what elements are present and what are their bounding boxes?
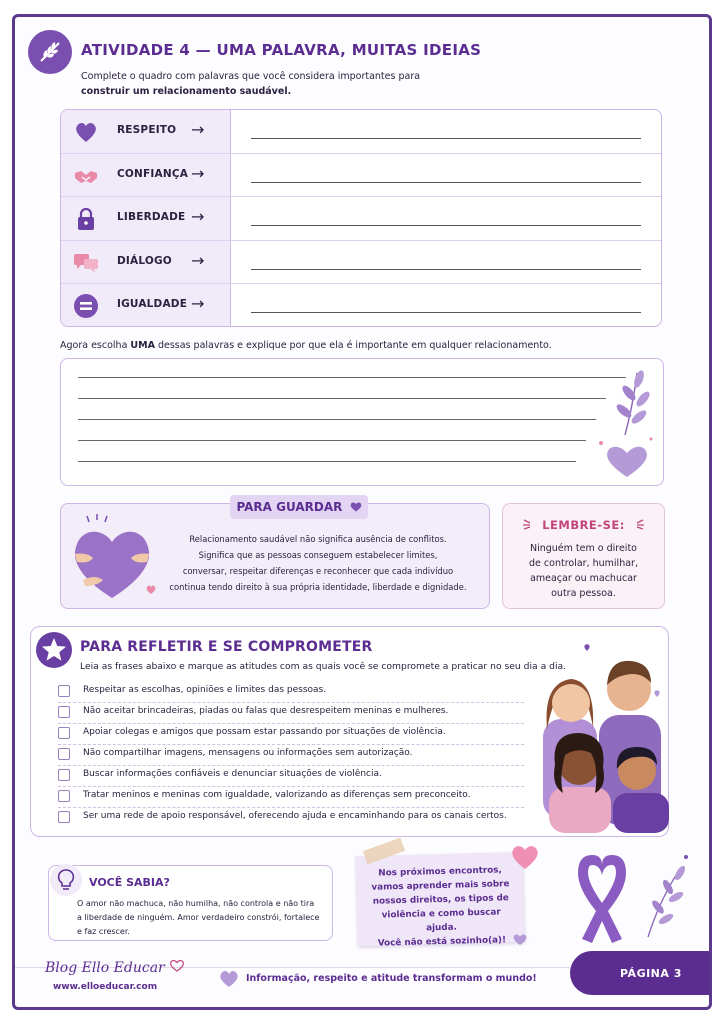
- word-label: IGUALDADE: [117, 298, 188, 311]
- pink-heart-icon: [509, 841, 541, 871]
- lembre-line4: outra pessoa.: [551, 588, 616, 599]
- commitment-label: Não aceitar brincadeiras, piadas ou falas que desrespeitem meninas e mulheres.: [83, 706, 449, 716]
- worksheet-page: [12, 14, 712, 1010]
- star-icon: [36, 632, 72, 668]
- note-line4: violência e como buscar ajuda.: [381, 907, 501, 934]
- commitment-label: Tratar meninos e meninas com igualdade, valorizando as diferenças sem preconceito.: [83, 790, 471, 800]
- page-number: PÁGINA 3: [620, 967, 682, 980]
- word-cell: [61, 154, 231, 197]
- footer-slogan: Informação, respeito e atitude transformam o mundo!: [246, 973, 537, 984]
- commitment-item[interactable]: [58, 682, 524, 703]
- note-line5: Você não está sozinho(a)!: [377, 935, 507, 949]
- brand-logo: [45, 959, 185, 976]
- note-line2: vamos aprender mais sobre: [371, 879, 510, 893]
- sparkle-icon: [522, 518, 538, 530]
- handshake-icon: [73, 163, 99, 189]
- choose-before: Agora escolha: [60, 340, 131, 351]
- instructions-line2: construir um relacionamento saudável.: [81, 86, 292, 97]
- word-cell: [61, 110, 231, 153]
- choose-after: dessas palavras e explique por que ela é importante em qualquer relacionamento.: [154, 340, 552, 351]
- commitment-label: Não compartilhar imagens, mensagens ou informações sem autorização.: [83, 748, 413, 758]
- answer-line[interactable]: [251, 182, 641, 183]
- checkbox[interactable]: [58, 769, 70, 781]
- guardar-line4: continua tendo direito à sua própria identidade, liberdade e dignidade.: [169, 582, 467, 592]
- word-row-respeito: [61, 110, 661, 154]
- checkbox[interactable]: [58, 790, 70, 802]
- commitment-item[interactable]: [58, 787, 524, 808]
- small-heart-icon: [512, 932, 528, 946]
- refletir-title: PARA REFLETIR E SE COMPROMETER: [80, 639, 373, 655]
- heart-icon: [73, 119, 99, 145]
- lembre-line3: ameaçar ou machucar: [530, 573, 637, 584]
- answer-line[interactable]: [251, 312, 641, 313]
- commitment-item[interactable]: [58, 808, 524, 829]
- arrow-right-icon: →: [191, 207, 205, 227]
- writing-line[interactable]: [78, 461, 576, 462]
- leaf-icon: [28, 30, 72, 74]
- para-guardar-text: [153, 531, 483, 595]
- guardar-line1: Relacionamento saudável não significa ausência de conflitos.: [189, 534, 447, 544]
- voce-sabia-text: [77, 897, 327, 939]
- refletir-instructions: Leia as frases abaixo e marque as atitudes com as quais você se compromete a praticar no seu dia a dia.: [80, 661, 567, 672]
- sabia-line1: O amor não machuca, não humilha, não controla e não tira: [77, 899, 315, 908]
- heart-outline-icon: [169, 959, 185, 972]
- sparkle-icon: [629, 518, 645, 530]
- arrow-right-icon: →: [191, 250, 205, 270]
- heart-icon: [218, 969, 240, 988]
- lembre-se-title: [502, 518, 665, 532]
- leaf-badge: [28, 30, 72, 74]
- commitment-item[interactable]: [58, 745, 524, 766]
- voce-sabia-title: VOCÊ SABIA?: [89, 876, 170, 889]
- guardar-line2: Significa que as pessoas conseguem estabelecer limites,: [198, 550, 438, 560]
- arrow-right-icon: →: [191, 163, 205, 183]
- lightbulb-icon: [49, 863, 83, 897]
- lembre-line2: de controlar, humilhar,: [529, 558, 638, 569]
- word-label: DIÁLOGO: [117, 254, 172, 267]
- arrow-right-icon: →: [191, 294, 205, 314]
- writing-line[interactable]: [78, 398, 606, 399]
- lembre-se-text: [512, 541, 655, 601]
- word-row-igualdade: [61, 284, 661, 327]
- checkbox[interactable]: [58, 727, 70, 739]
- commitment-label: Respeitar as escolhas, opiniões e limites das pessoas.: [83, 685, 327, 695]
- teenagers-illustration: [529, 637, 669, 833]
- page-instructions: [81, 69, 461, 99]
- commitment-label: Ser uma rede de apoio responsável, oferecendo ajuda e encaminhando para os canais certos.: [83, 811, 507, 821]
- hugging-heart-illustration: [67, 514, 157, 602]
- writing-line[interactable]: [78, 377, 626, 378]
- heart-icon: [350, 501, 362, 512]
- note-line3: nossos direitos, os tipos de: [372, 893, 509, 907]
- commitment-item[interactable]: [58, 766, 524, 787]
- lembre-line1: Ninguém tem o direito: [529, 543, 637, 554]
- lock-icon: [73, 206, 99, 232]
- words-table: [60, 109, 662, 327]
- sabia-line2: a liberdade de ninguém. Amor verdadeiro constrói, fortalece: [77, 913, 320, 922]
- commitment-item[interactable]: [58, 703, 524, 724]
- arrow-right-icon: →: [191, 120, 205, 139]
- explanation-box[interactable]: [60, 358, 664, 486]
- answer-line[interactable]: [251, 225, 641, 226]
- speech-bubbles-icon: [73, 250, 99, 276]
- brand-name: Blog Ello Educar: [45, 960, 165, 976]
- word-cell: [61, 241, 231, 284]
- leaves-heart-decoration: [589, 365, 659, 481]
- word-row-liberdade: [61, 197, 661, 241]
- guardar-line3: conversar, respeitar diferenças e reconhecer que cada indivíduo: [182, 566, 454, 576]
- commitment-label: Apoiar colegas e amigos que possam estar passando por situações de violência.: [83, 727, 446, 737]
- word-label: LIBERDADE: [117, 211, 186, 224]
- word-cell: [61, 284, 231, 327]
- para-guardar-title: [230, 495, 368, 519]
- word-row-confianca: [61, 154, 661, 198]
- sticky-note-text: [367, 863, 515, 951]
- brand-url[interactable]: www.elloeducar.com: [53, 982, 158, 992]
- instructions-line1: Complete o quadro com palavras que você considera importantes para: [81, 71, 421, 82]
- star-badge: [36, 632, 72, 668]
- checkbox[interactable]: [58, 706, 70, 718]
- answer-line[interactable]: [251, 269, 641, 270]
- commitment-item[interactable]: [58, 724, 524, 745]
- word-row-dialogo: [61, 241, 661, 285]
- sabia-line3: e faz crescer.: [77, 927, 130, 936]
- purple-ribbon-icon: [552, 849, 692, 949]
- checkbox[interactable]: [58, 811, 70, 823]
- para-guardar-title-text: PARA GUARDAR: [236, 500, 343, 514]
- word-label: CONFIANÇA: [117, 167, 189, 180]
- checkbox[interactable]: [58, 748, 70, 760]
- note-line1: Nos próximos encontros,: [378, 865, 502, 879]
- page-title: ATIVIDADE 4 — UMA PALAVRA, MUITAS IDEIAS: [81, 41, 482, 59]
- word-cell: [61, 197, 231, 240]
- word-label: RESPEITO: [117, 124, 177, 136]
- commitment-label: Buscar informações confiáveis e denunciar situações de violência.: [83, 769, 382, 779]
- lembre-se-title-text: LEMBRE-SE:: [542, 518, 625, 532]
- equals-icon: [73, 293, 99, 319]
- answer-line[interactable]: [251, 138, 641, 139]
- checkbox[interactable]: [58, 685, 70, 697]
- choose-instruction: [60, 340, 552, 351]
- writing-line[interactable]: [78, 419, 596, 420]
- writing-line[interactable]: [78, 440, 586, 441]
- choose-bold: UMA: [130, 340, 155, 351]
